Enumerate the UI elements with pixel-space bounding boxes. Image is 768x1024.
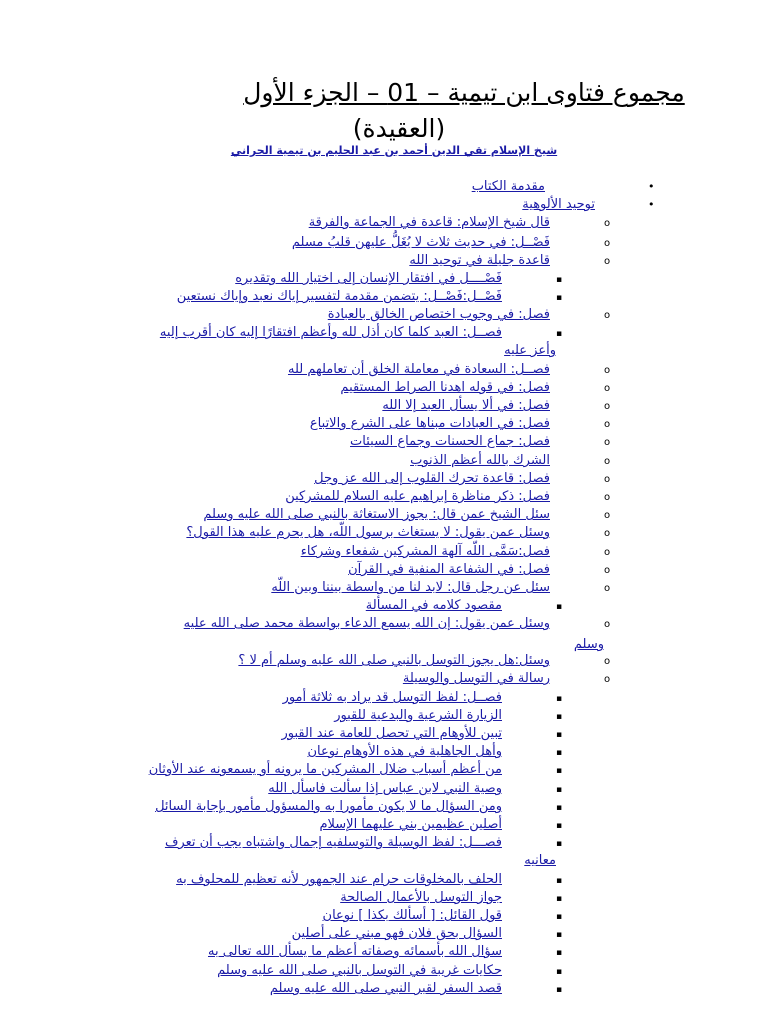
toc-link[interactable]: فصل: في قوله اهدنا الصراط المستقيم (340, 380, 550, 395)
list-bullet (604, 543, 610, 562)
toc-link[interactable]: وأعز عليه (504, 343, 556, 358)
list-bullet (556, 707, 562, 726)
list-bullet (556, 597, 562, 616)
toc-link[interactable]: رسالة في التوسل والوسيلة (402, 671, 550, 686)
toc-link[interactable]: الشرك بالله أعظم الذنوب (410, 453, 550, 468)
toc-link[interactable]: جواز التوسل بالأعمال الصالحة (340, 890, 502, 905)
list-bullet (604, 214, 610, 233)
list-bullet (556, 270, 562, 289)
list-bullet (604, 488, 610, 507)
toc-link[interactable]: تبين للأوهام التي تحصل للعامة عند القبور (281, 726, 502, 741)
list-bullet (556, 780, 562, 799)
list-bullet (604, 506, 610, 525)
list-bullet (604, 652, 610, 671)
toc-link[interactable]: وسئل عمن يقول: إن الله يسمع الدعاء بواسطة محمد صلى الله عليه (183, 616, 550, 631)
list-bullet (556, 943, 562, 962)
toc-link[interactable]: فصــل: العبد كلما كان أذل لله وأعظم افتقارًا إليه كان أقرب إليه (159, 325, 502, 340)
list-bullet (604, 452, 610, 471)
list-bullet (556, 980, 562, 999)
toc-link[interactable]: وسئل عمن يقول: لا يستغاث برسول اللّه، هل يحرم عليه هذا القول؟ (186, 525, 550, 540)
list-bullet (604, 670, 610, 689)
list-bullet (604, 397, 610, 416)
toc-link[interactable]: سؤال الله بأسمائه وصفاته أعظم ما يسأل الله تعالى به (208, 944, 502, 959)
list-bullet (556, 834, 562, 853)
list-bullet (556, 743, 562, 762)
list-bullet (556, 907, 562, 926)
toc-link[interactable]: حكايات غريبة في التوسل بالنبي صلى الله عليه وسلم (217, 963, 502, 978)
list-bullet (556, 288, 562, 307)
toc-link[interactable]: قاعدة جليلة في توحيد الله (409, 253, 550, 268)
list-bullet (604, 579, 610, 598)
toc-link[interactable]: توحيد الألوهية (522, 197, 595, 212)
list-bullet (604, 615, 610, 634)
toc-link[interactable]: فصل: في الشفاعة المنفية في القرآن (348, 562, 550, 577)
toc-link[interactable]: فصل:سَمَّى اللّه آلهة المشركين شفعاء وشركاء (300, 544, 550, 559)
list-bullet (604, 252, 610, 271)
document-title: مجموع فتاوى ابن تيمية – 01 – الجزء الأول (243, 78, 685, 107)
toc-link[interactable]: فصل: ذكر مناظرة إبراهيم عليه السلام للمشركين (285, 489, 550, 504)
list-bullet (604, 415, 610, 434)
toc-link[interactable]: سئل عن رجل قال: لابد لنا من واسطة بيننا وبين اللّه (271, 580, 550, 595)
list-bullet (604, 524, 610, 543)
list-bullet (556, 816, 562, 835)
list-bullet (556, 889, 562, 908)
toc-link[interactable]: وسئل:هل يجوز التوسل بالنبي صلى الله عليه وسلم أم لا ؟ (238, 653, 550, 668)
toc-link[interactable]: فصــل: لفظ التوسل قد يراد به ثلاثة أمور (282, 690, 502, 705)
list-bullet (604, 306, 610, 325)
toc-link[interactable]: من أعظم أسباب ضلال المشركين ما يرونه أو يسمعونه عند الأوثان (148, 762, 502, 777)
toc-link[interactable]: الزيارة الشرعية والبدعية للقبور (334, 708, 502, 723)
toc-link[interactable]: فصـــل: لفظ الوسيلة والتوسلفيه إجمال واشتباه يجب أن تعرف (164, 835, 502, 850)
list-bullet (556, 689, 562, 708)
toc-link[interactable]: السؤال بحق فلان فهو مبني على أصلين (291, 926, 502, 941)
list-bullet (556, 761, 562, 780)
list-bullet (604, 433, 610, 452)
toc-link[interactable]: مقدمة الكتاب (471, 179, 545, 194)
document-subtitle: (العقيدة) (352, 114, 446, 143)
list-bullet (604, 561, 610, 580)
toc-link[interactable]: الحلف بالمخلوقات حرام عند الجمهور لأنه تعظيم للمحلوف به (176, 872, 502, 887)
list-bullet (556, 798, 562, 817)
list-bullet (556, 925, 562, 944)
toc-link[interactable]: مقصود كلامه في المسألة (365, 598, 502, 613)
toc-link[interactable]: فصل: في العبادات مبناها على الشرع والاتباع (309, 416, 550, 431)
list-bullet (556, 871, 562, 890)
list-bullet (556, 324, 562, 343)
toc-link[interactable]: وأهل الجاهلية في هذه الأوهام نوعان (307, 744, 502, 759)
toc-link[interactable]: قول القائل: [ أسألك بكذا ] نوعان (322, 908, 502, 923)
list-bullet (648, 196, 655, 214)
author-link[interactable]: شيخ الإسلام تقي الدين أحمد بن عبد الحليم بن تيمية الحراني (230, 144, 558, 157)
toc-link[interactable]: سئل الشيخ عمن قال: يجوز الاستغاثة بالنبي صلى الله عليه وسلم (203, 507, 550, 522)
toc-link[interactable]: فَصْــل:فَصْــل: يتضمن مقدمة لتفسير إياك نعبد وإياك نستعين (176, 289, 502, 304)
list-bullet (556, 725, 562, 744)
toc-link[interactable]: فصل: في وجوب اختصاص الخالق بالعبادة (327, 307, 550, 322)
list-bullet (604, 234, 610, 253)
toc-link[interactable]: فَصْــل: في حديث ثلاث لا يُغَلُّ عليهن قلبُ مسلم (291, 235, 550, 250)
toc-link[interactable]: فصل: قاعدة تحرك القلوب إلى الله عز وجل (314, 471, 550, 486)
toc-link[interactable]: وصية النبي لابن عباس إذا سألت فاسأل الله (268, 781, 502, 796)
toc-link[interactable]: معانيه (524, 853, 556, 868)
list-bullet (556, 962, 562, 981)
toc-link[interactable]: فَصْــــل في افتقار الإنسان إلى اختيار الله وتقديره (235, 271, 502, 286)
toc-link[interactable]: فصــل: السعادة في معاملة الخلق أن تعاملهم لله (287, 362, 550, 377)
toc-link[interactable]: قال شيخ الإسلام: قاعدة في الجماعة والفرقة (308, 215, 550, 230)
list-bullet (648, 178, 655, 196)
toc-link[interactable]: أصلين عظيمين بني عليهما الإسلام (319, 817, 502, 832)
list-bullet (604, 470, 610, 489)
toc-link[interactable]: فصل: جماع الحسنات وجماع السيئات (350, 434, 550, 449)
toc-link[interactable]: وسلم (573, 637, 604, 652)
toc-link[interactable]: ومن السؤال ما لا يكون مأمورا به والمسؤول مأمور بإجابة السائل (155, 799, 502, 814)
list-bullet (604, 379, 610, 398)
list-bullet (604, 361, 610, 380)
toc-link[interactable]: قصد السفر لقبر النبي صلى الله عليه وسلم (269, 981, 502, 996)
toc-link[interactable]: فصل: في ألا يسأل العبد إلا الله (382, 398, 550, 413)
